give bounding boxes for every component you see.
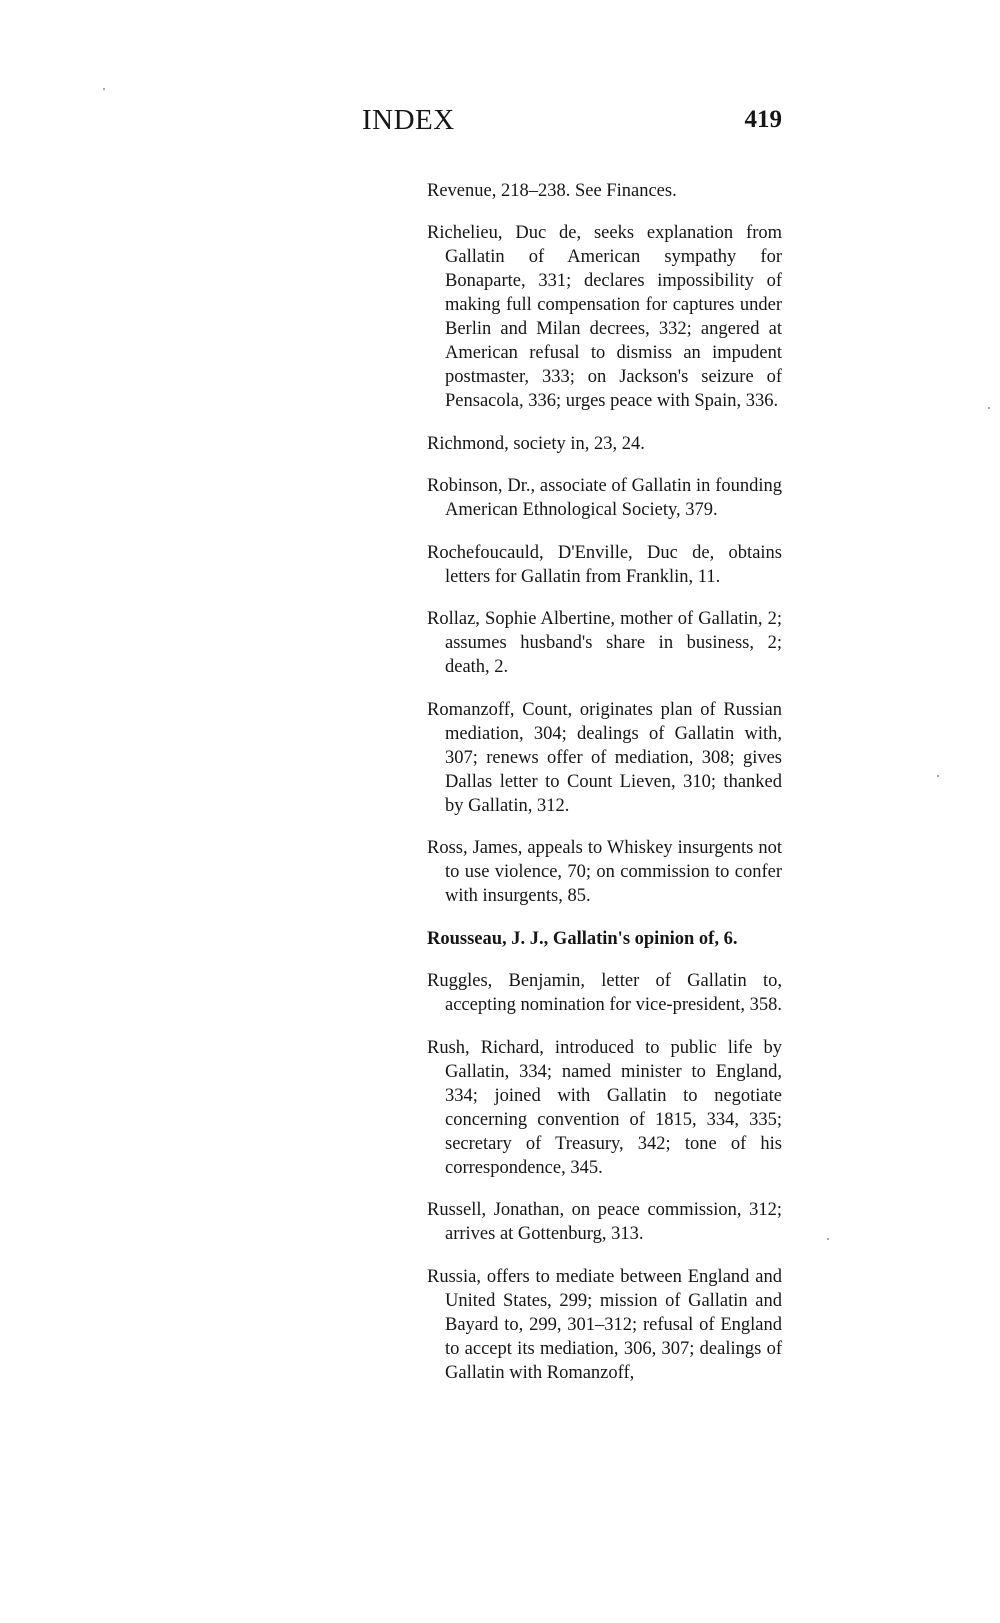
index-entry-robinson: Robinson, Dr., associate of Gallatin in founding American Ethnological Society, 379.: [427, 476, 782, 520]
index-entry-revenue: Revenue, 218–238. See Finances.: [427, 180, 677, 201]
index-entry-russia: Russia, offers to mediate between England and United States, 299; mission of Gallatin and Bayard to, 299, 301–312; refusal of England to accept its mediation, 306, 307; dealings of Gallatin with Romanzoff,: [427, 1266, 782, 1383]
scan-speck: [103, 88, 105, 90]
index-entry-rush: Rush, Richard, introduced to public life by Gallatin, 334; named minister to England, 334; joined with Gallatin to negotiate concerning convention of 1815, 334, 335; secretary of Treasury, 342; tone of his correspondence, 345.: [427, 1037, 782, 1178]
index-entry-rousseau: Rousseau, J. J., Gallatin's opinion of, 6.: [427, 928, 738, 949]
index-entry-list: [427, 160, 782, 1386]
index-entry-richelieu: Richelieu, Duc de, seeks explanation from Gallatin of American sympathy for Bonaparte, 331; declares impossibility of making full compensation for captures under Berlin and Milan decrees, 332; angered at American refusal to dismiss an impudent postmaster, 333; on Jackson's seizure of Pensacola, 336; urges peace with Spain, 336.: [427, 223, 782, 411]
index-entry-richmond: Richmond, society in, 23, 24.: [427, 433, 645, 454]
page-number: 419: [744, 106, 782, 133]
index-entry-rochefoucauld: Rochefoucauld, D'Enville, Duc de, obtains letters for Gallatin from Franklin, 11.: [427, 542, 782, 587]
page-header: [362, 100, 782, 140]
index-entry-rollaz: Rollaz, Sophie Albertine, mother of Gallatin, 2; assumes husband's share in business, 2; death, 2.: [427, 609, 782, 677]
index-entry-ross: Ross, James, appeals to Whiskey insurgents not to use violence, 70; on commission to confer with insurgents, 85.: [427, 838, 782, 906]
index-entry-ruggles: Ruggles, Benjamin, letter of Gallatin to, accepting nomination for vice-president, 358.: [427, 971, 783, 1015]
index-entry-romanzoff: Romanzoff, Count, originates plan of Russian mediation, 304; dealings of Gallatin with, 307; renews offer of mediation, 308; gives Dallas letter to Count Lieven, 310; thanked by Gallatin, 312.: [427, 699, 782, 816]
scan-speck: [937, 775, 939, 777]
index-entry-russell: Russell, Jonathan, on peace commission, 312; arrives at Gottenburg, 313.: [427, 1200, 782, 1244]
running-head-title: INDEX: [362, 104, 455, 136]
scan-speck: [827, 1238, 829, 1240]
scan-speck: [988, 407, 990, 409]
